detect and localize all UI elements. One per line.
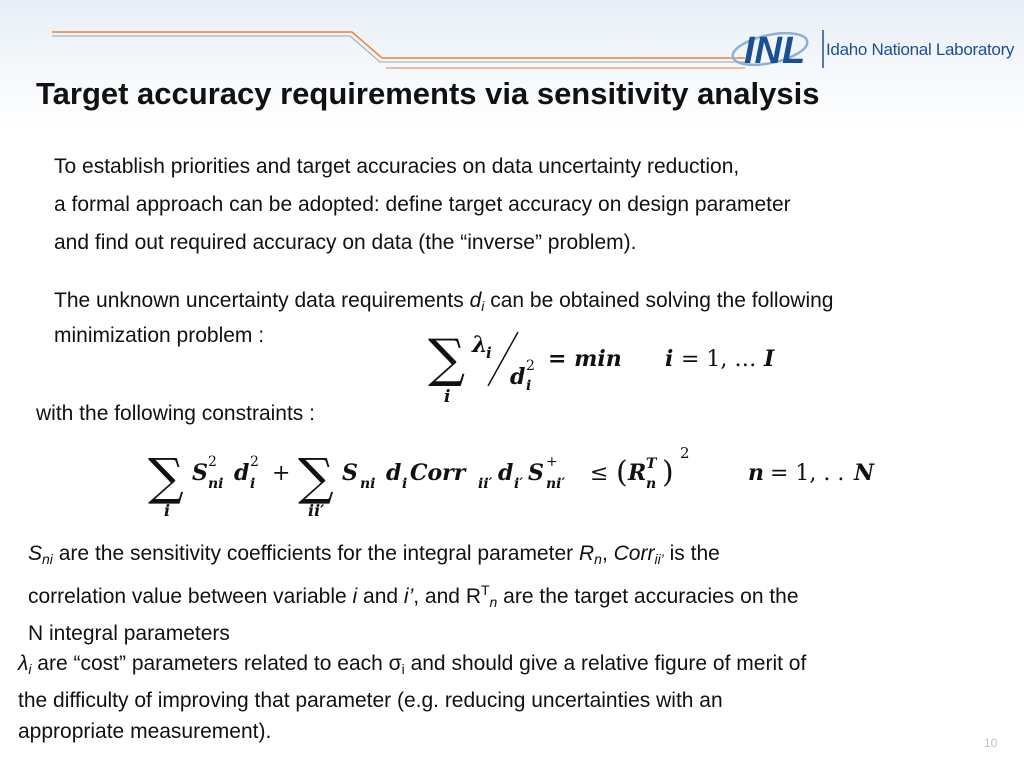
eq2-t2-corr-sub: ii′ [478, 476, 493, 492]
eq1-denominator: d [510, 364, 526, 390]
eq2-sum2-index: ii′ [308, 501, 325, 520]
eq2-sum1-index: i [164, 501, 171, 520]
unknown-line-1: The unknown uncertainty data requirements $d_i$ can be obtained solving the following [54, 289, 834, 314]
eq1-denominator-sub: i [526, 378, 532, 394]
eq2-term1-S-sup: 2 [208, 454, 217, 470]
eq1-range-end: I [764, 346, 775, 372]
eq2-plus: + [272, 461, 291, 486]
lambda-line-2: the difficulty of improving that parameter (e.g. reducing uncertainties with an [18, 689, 723, 712]
constraint-equation [148, 436, 888, 520]
eq2-t2-d2: d [498, 460, 514, 486]
eq2-t2-d2-sub: i′ [514, 476, 524, 492]
page-number: 10 [984, 736, 998, 750]
constraints-label: with the following constraints : [36, 402, 315, 425]
eq1-sum-index: i [444, 387, 451, 407]
eq2-range-end: N [854, 460, 875, 486]
intro-line-3: and find out required accuracy on data (the “inverse” problem). [54, 231, 637, 254]
eq2-t2-d: d [386, 460, 402, 486]
eq2-term1-d: d [234, 460, 250, 486]
eq1-equals-min: = min [548, 346, 622, 372]
lambda-line-3: appropriate measurement). [18, 720, 272, 743]
eq2-term1-S: S [192, 460, 208, 486]
eq2-term1-d-sup: 2 [250, 454, 259, 470]
eq2-lparen: ( [616, 455, 628, 490]
eq1-sum-symbol: ∑ [428, 329, 466, 389]
inl-logo-mark: INL [744, 30, 806, 72]
eq1-numerator-sub: i [486, 344, 492, 362]
lambda-line-1: $\lambda_i$ are “cost” parameters related to each $\sigma_i$ and should give a relative figure of merit of [18, 652, 807, 677]
eq2-range-eq: = 1, . . [770, 461, 845, 486]
sensitivity-line-3: N integral parameters [28, 622, 230, 645]
eq2-R: R [628, 460, 647, 486]
intro-line-2: a formal approach can be adopted: define target accuracy on design parameter [54, 193, 791, 216]
minimization-equation [428, 318, 788, 408]
logo-organization-name: Idaho National Laboratory [826, 40, 1015, 59]
eq2-t2-S-sub: ni [360, 476, 376, 492]
intro-line-1: To establish priorities and target accuracies on data uncertainty reduction, [54, 155, 740, 178]
sensitivity-line-2: correlation value between variable i and i’, and $R^T_n$ are the target accuracies on the [28, 582, 799, 610]
eq2-outer-sup: 2 [680, 444, 690, 462]
eq2-t2-S2-sup: + [546, 454, 558, 470]
eq2-leq: ≤ [590, 461, 609, 486]
slide-title: Target accuracy requirements via sensitivity analysis [36, 76, 820, 111]
eq2-term1-d-sub: i [250, 476, 256, 492]
eq2-sum2-symbol: ∑ [298, 448, 334, 506]
eq2-t2-S2-sub: ni′ [546, 476, 566, 492]
eq2-rparen: ) [662, 455, 674, 490]
sensitivity-paragraph [28, 538, 799, 649]
eq1-numerator: λ [472, 332, 488, 358]
eq2-t2-corr: Corr [410, 460, 466, 486]
eq2-t2-S2: S [528, 460, 544, 486]
eq1-range-eq: = 1, … [681, 347, 757, 372]
eq2-R-sub: n [646, 476, 657, 492]
unknown-line-2: minimization problem : [54, 324, 265, 347]
eq2-range-var: n [748, 460, 764, 486]
eq1-range-var: i [665, 346, 674, 372]
eq2-t2-S: S [342, 460, 358, 486]
eq1-denominator-sup: 2 [526, 358, 535, 374]
eq2-term1-S-sub: ni [208, 476, 224, 492]
sensitivity-line-1: $S_{ni}$ are the sensitivity coefficients for the integral parameter $R_n$, Corr$_{ii’}$ is the [28, 542, 720, 567]
eq2-sum1-symbol: ∑ [148, 448, 184, 506]
intro-paragraph [54, 148, 791, 262]
lambda-paragraph [18, 648, 806, 747]
eq2-t2-d-sub: i [402, 476, 408, 492]
eq2-R-sup: T [646, 456, 657, 472]
